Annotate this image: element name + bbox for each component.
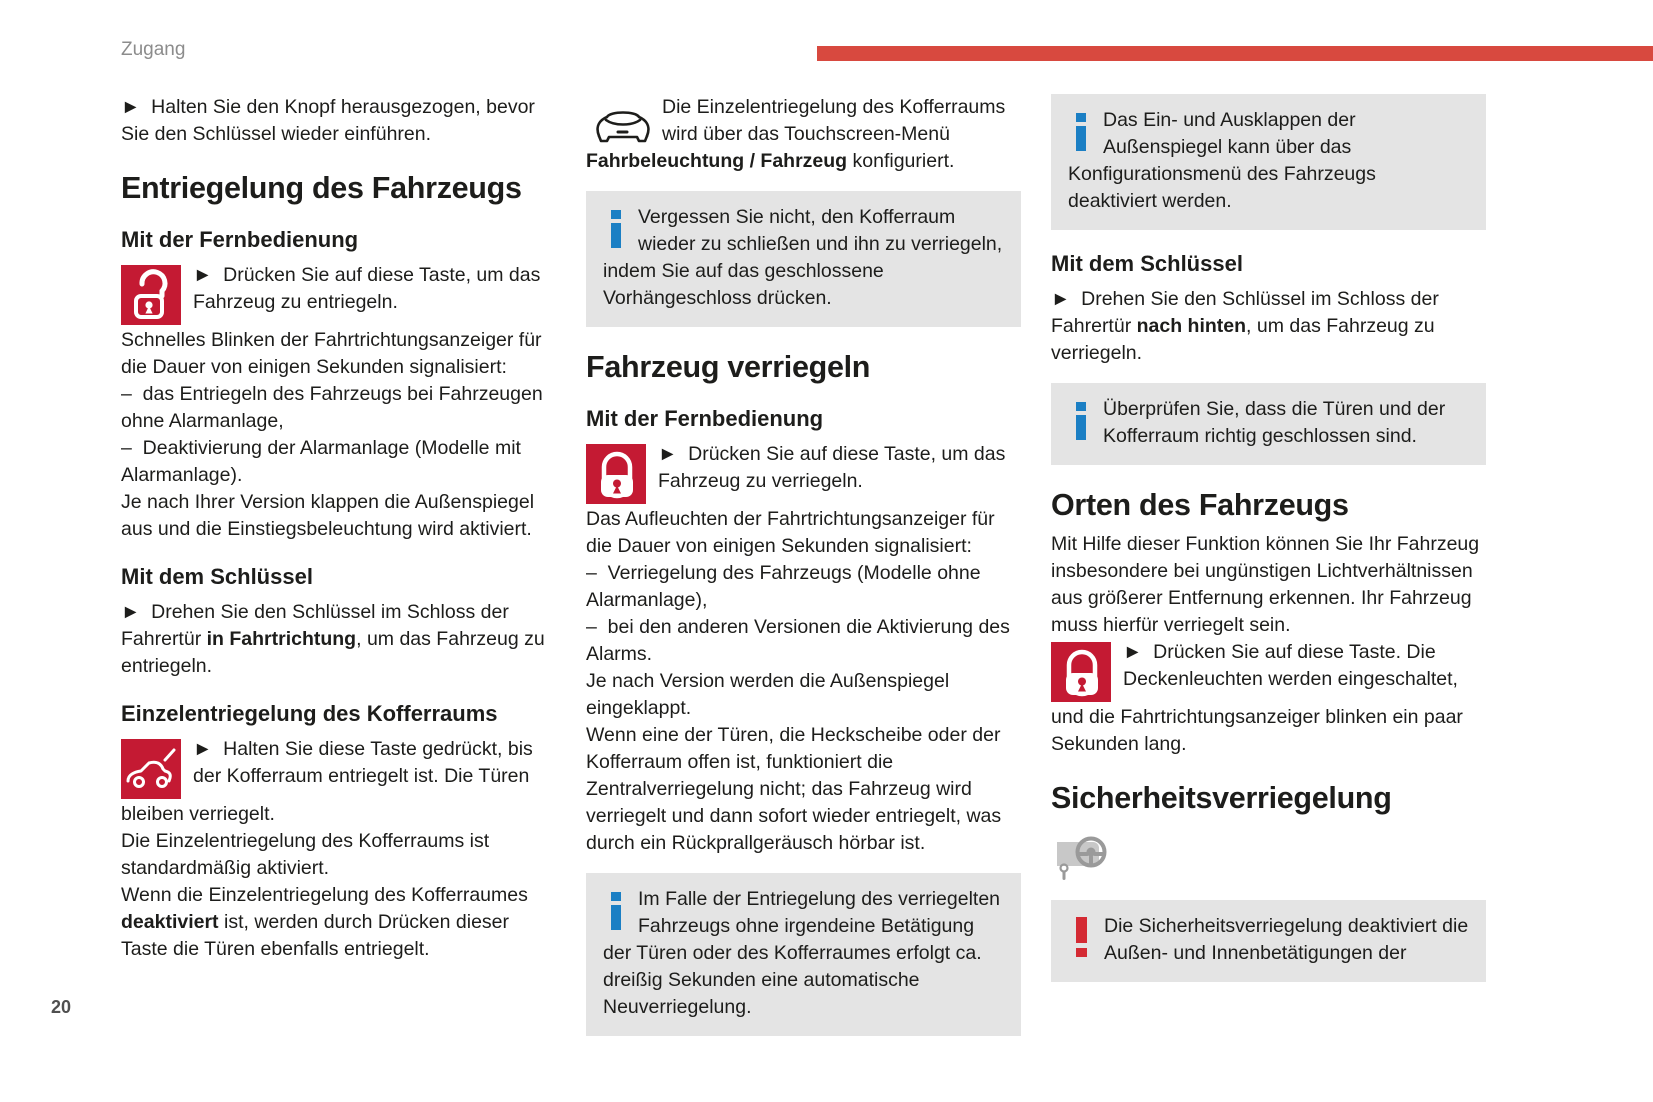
content-columns bbox=[121, 94, 1487, 1046]
info-icon bbox=[1076, 402, 1086, 440]
paragraph-locate-button: ► Drücken Sie auf diese Taste. Die Deckenleuchten werden eingeschaltet, bbox=[1051, 639, 1486, 693]
subheading-mit-dem-schluessel: Mit dem Schlüssel bbox=[121, 564, 313, 589]
paragraph-light: Das Aufleuchten der Fahrtrichtungsanzeiger für die Dauer von einigen Sekunden signalisiert: bbox=[586, 508, 995, 557]
heading-sicherheitsverriegelung: Sicherheitsverriegelung bbox=[1051, 781, 1392, 815]
heading-fahrzeug-verriegeln: Fahrzeug verriegeln bbox=[586, 350, 871, 384]
info-icon bbox=[1076, 113, 1086, 151]
paragraph-boot-deactivated: Wenn die Einzelentriegelung des Kofferraumes deaktiviert ist, werden durch Drücken dieser Taste die Türen ebenfalls entriegelt. bbox=[121, 884, 528, 960]
paragraph-unlock-button: ► Drücken Sie auf diese Taste, um das Fahrzeug zu entriegeln. bbox=[121, 262, 556, 316]
warning-box-deadlock bbox=[1051, 900, 1486, 982]
list-item: – bei den anderen Versionen die Aktivierung des Alarms. bbox=[586, 616, 1010, 665]
paragraph-key-lock: ► Drehen Sie den Schlüssel im Schloss der Fahrertür nach hinten, um das Fahrzeug zu verriegeln. bbox=[1051, 288, 1439, 364]
exclamation-icon bbox=[1076, 917, 1087, 957]
paragraph-boot-button: ► Halten Sie diese Taste gedrückt, bis der Kofferraum entriegelt ist. Die Türen bbox=[121, 736, 556, 790]
paragraph-key-unlock: ► Drehen Sie den Schlüssel im Schloss der Fahrertür in Fahrtrichtung, um das Fahrzeug zu entriegeln. bbox=[121, 601, 545, 677]
car-boot-unlock-icon bbox=[121, 739, 181, 799]
paragraph-boot-continued: bleiben verriegelt. bbox=[121, 803, 275, 825]
paragraph-locate-continued: und die Fahrtrichtungsanzeiger blinken ein paar Sekunden lang. bbox=[1051, 706, 1463, 755]
paragraph-doors-open: Wenn eine der Türen, die Heckscheibe oder der Kofferraum offen ist, funktioniert die Zentralverriegelung nicht; das Fahrzeug wird verriegelt und dann sofort wieder entriegelt, was durch ein Rückprallgeräusch hörbar ist. bbox=[586, 724, 1002, 854]
paragraph-mirrors: Je nach Version werden die Außenspiegel eingeklappt. bbox=[586, 670, 950, 719]
info-text: Vergessen Sie nicht, den Kofferraum wieder zu schließen und ihn zu verriegeln, indem Sie auf das geschlossene Vorhängeschloss drücken. bbox=[603, 206, 1003, 309]
subheading-mit-der-fernbedienung: Mit der Fernbedienung bbox=[121, 227, 359, 252]
list-item: – Deaktivierung der Alarmanlage (Modelle mit Alarmanlage). bbox=[121, 437, 521, 486]
unlock-padlock-icon bbox=[121, 265, 181, 325]
warning-text: Die Sicherheitsverriegelung deaktiviert die Außen- und Innenbetätigungen der bbox=[1104, 915, 1469, 964]
steering-wheel-key-icon bbox=[1051, 824, 1115, 884]
subheading-mit-dem-schluessel: Mit dem Schlüssel bbox=[1051, 251, 1243, 276]
paragraph-touchscreen-config-menu: Fahrbeleuchtung / Fahrzeug konfiguriert. bbox=[586, 150, 955, 172]
car-front-icon bbox=[586, 96, 652, 146]
info-box-close-boot bbox=[586, 191, 1021, 327]
info-icon bbox=[611, 892, 621, 930]
info-text: Überprüfen Sie, dass die Türen und der Kofferraum richtig geschlossen sind. bbox=[1103, 398, 1446, 447]
page-number: 20 bbox=[51, 997, 72, 1017]
paragraph-version: Je nach Ihrer Version klappen die Außenspiegel aus und die Einstiegsbeleuchtung wird aktiviert. bbox=[121, 491, 535, 540]
info-box-relock bbox=[586, 873, 1021, 1036]
paragraph-blink: Schnelles Blinken der Fahrtrichtungsanzeiger für die Dauer von einigen Sekunden signalisiert: bbox=[121, 329, 542, 378]
paragraph-touchscreen-config: Die Einzelentriegelung des Kofferraums wird über das Touchscreen-Menü bbox=[586, 94, 1021, 148]
lock-padlock-icon bbox=[586, 444, 646, 504]
top-red-bar bbox=[817, 46, 1653, 61]
column-right bbox=[1051, 94, 1486, 1046]
list-item: – Verriegelung des Fahrzeugs (Modelle ohne Alarmanlage), bbox=[586, 562, 981, 611]
info-text: Das Ein- und Ausklappen der Außenspiegel kann über das Konfigurationsmenü des Fahrzeugs deaktiviert werden. bbox=[1068, 109, 1376, 212]
info-box-mirrors-config bbox=[1051, 94, 1486, 230]
info-text: Im Falle der Entriegelung des verriegelten Fahrzeugs ohne irgendeine Betätigung der Türen oder des Kofferraumes erfolgt ca. dreißig Sekunden eine automatische Neuverriegelung. bbox=[603, 888, 1001, 1018]
lock-padlock-icon bbox=[1051, 642, 1111, 702]
info-icon bbox=[611, 210, 621, 248]
paragraph-lock-button: ► Drücken Sie auf diese Taste, um das Fahrzeug zu verriegeln. bbox=[586, 441, 1021, 495]
paragraph-boot-default: Die Einzelentriegelung des Kofferraums ist standardmäßig aktiviert. bbox=[121, 830, 490, 879]
intro-instruction: ► Halten Sie den Knopf herausgezogen, bevor Sie den Schlüssel wieder einführen. bbox=[121, 96, 535, 145]
column-left bbox=[121, 94, 556, 1046]
list-item: – das Entriegeln des Fahrzeugs bei Fahrzeugen ohne Alarmanlage, bbox=[121, 383, 543, 432]
paragraph-locate: Mit Hilfe dieser Funktion können Sie Ihr Fahrzeug insbesondere bei ungünstigen Lichtverhältnissen aus größerer Entfernung erkennen. Ihr Fahrzeug muss hierfür verriegelt sein. bbox=[1051, 533, 1480, 636]
column-middle bbox=[586, 94, 1021, 1046]
heading-entriegelung-des-fahrzeugs: Entriegelung des Fahrzeugs bbox=[121, 171, 522, 205]
heading-orten-des-fahrzeugs: Orten des Fahrzeugs bbox=[1051, 488, 1349, 522]
subheading-einzelentriegelung: Einzelentriegelung des Kofferraums bbox=[121, 701, 498, 726]
subheading-mit-der-fernbedienung: Mit der Fernbedienung bbox=[586, 406, 824, 431]
section-header: Zugang bbox=[121, 39, 186, 60]
info-box-check-doors bbox=[1051, 383, 1486, 465]
